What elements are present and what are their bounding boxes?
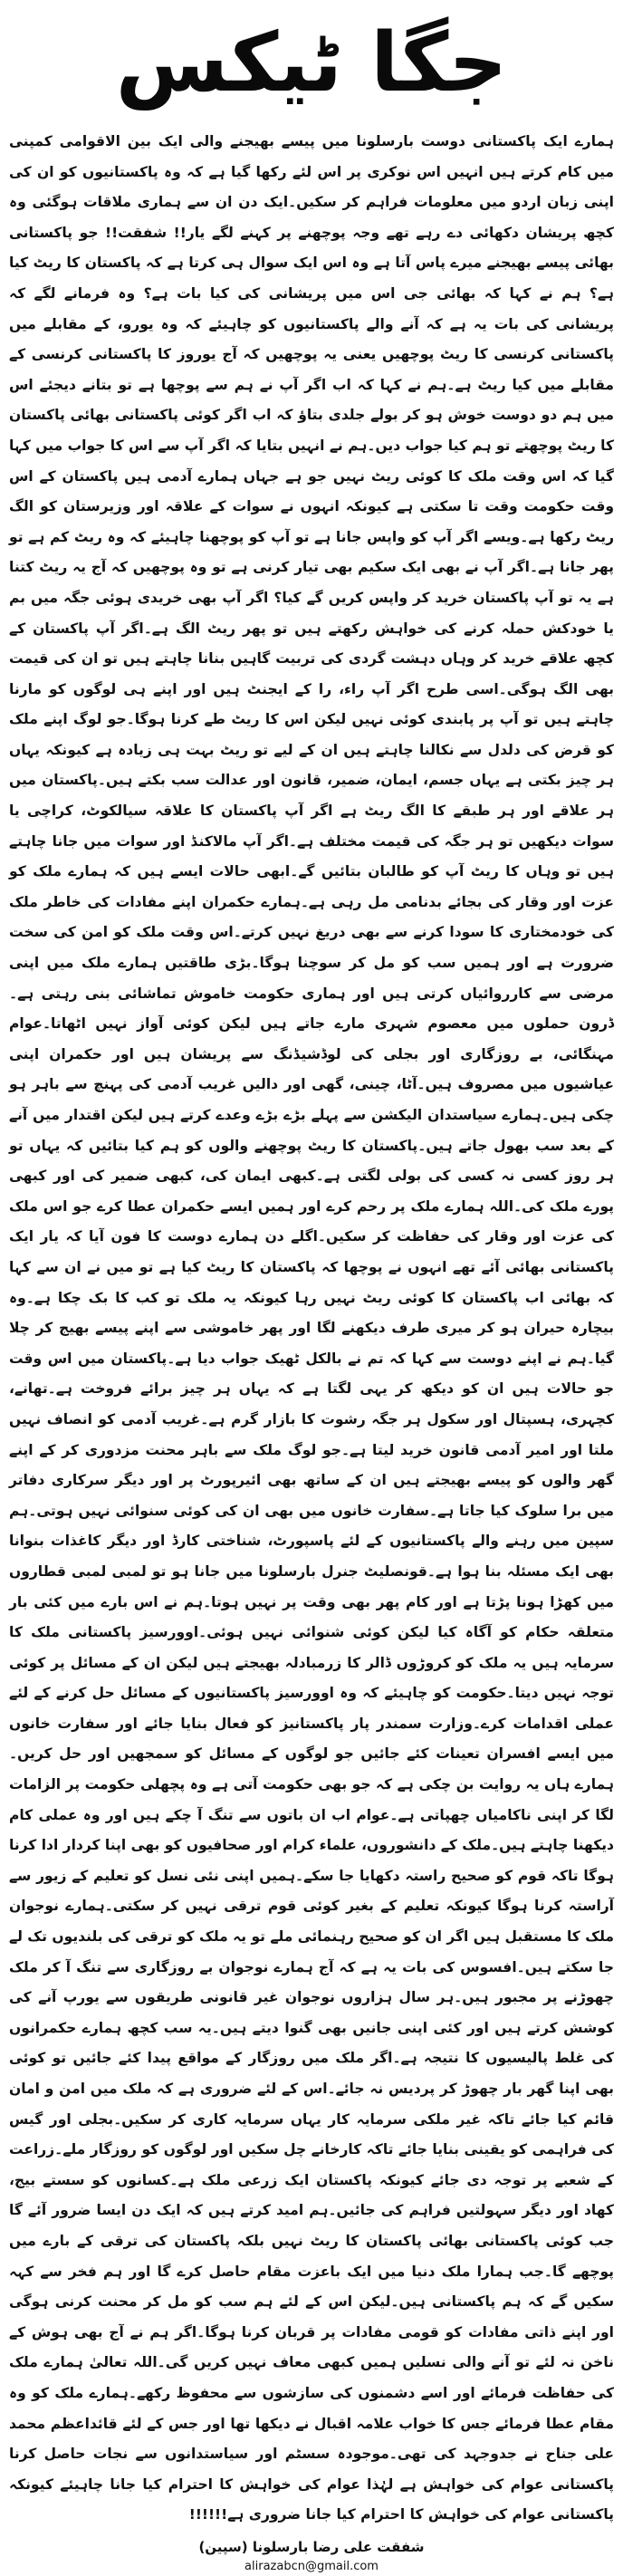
article-body: ہمارے ایک پاکستانی دوست بارسلونا میں پیسے بھیجنے والی ایک بین الاقوامی کمپنی میں کام کرتے ہیں انہیں اس نوکری پر اس لئے رکھا گیا ہے کہ وہ پاکستانیوں کو ان کی اپنی زبان اردو میں معلومات فراہم کر سکیں۔ایک دن ان سے ہماری ملاقات ہوگئی وہ کچھ پریشان دکھائی دے رہے تھے وجہ پوچھنے پر کہنے لگے یار!! شفقت!! جو پاکستانی بھائی پیسے بھیجنے میرے پاس آتا ہے وہ اس ایک سوال ہی کرتا ہے کہ پاکستان کا ریٹ کیا ہے؟ ہم نے کہا کہ بھائی جی اس میں پریشانی کی کیا بات ہے؟ وہ فرمانے لگے کہ پریشانی کی بات یہ ہے کہ آنے والے پاکستانیوں کو چاہیئے کہ وہ یورو، کے مقابلے میں پاکستانی کرنسی کا ریٹ پوچھیں یعنی یہ پوچھیں کہ آج یوروز کا پاکستانی کرنسی کے مقابلے میں کیا ریٹ ہے۔ہم نے کہا کہ اب اگر آپ نے ہم سے پوچھا ہے تو بتانے دیجئے اس میں ہم دو دوست خوش ہو کر بولے جلدی بتاؤ کہ اب اگر کوئی پاکستانی بھائی پاکستان کا ریٹ پوچھتے تو ہم کیا جواب دیں۔ہم نے انہیں بتایا کہ اگر آپ سے اس کا جواب میں کہا گیا کہ اس وقت ملک کا کوئی ریٹ نہیں جو ہے جہاں ہمارے آدمی ہیں پاکستان کے اس وقت حکومت وقت تا سکتی ہے کیونکہ انہوں نے سوات کے علاقہ اور وزیرستان کو الگ ریٹ رکھا ہے۔ویسے اگر آپ کو واپس جانا ہے تو آپ کو پوچھنا چاہیئے کہ وہ ریٹ کم ہے تو پھر جانا ہے۔اگر آپ نے بھی ایک سکیم بھی تیار کرنی ہے تو وہ پوچھیں کہ آج یہ ریٹ کتنا ہے یہ تو آپ پاکستان خرید کر واپس کریں گے کیا؟ اگر آپ بھی خریدی ہوئی جگہ میں بم یا خودکش حملہ کرنے کی خواہش رکھتے ہیں تو پھر ریٹ الگ ہے۔اگر آپ پاکستان کے کچھ علاقے خرید کر وہاں دہشت گردی کی تربیت گاہیں بنانا چاہتے ہیں تو ان کی قیمت بھی الگ ہوگی۔اسی طرح اگر آپ راء، را کے ایجنٹ ہیں اور اپنے ہی لوگوں کو مارنا چاہتے ہیں تو آپ پر پابندی کوئی نہیں لیکن اس کا ریٹ طے کرنا ہوگا۔جو لوگ اپنے ملک کو قرض کی دلدل سے نکالنا چاہتے ہیں ان کے لیے تو ریٹ بہت ہی زیادہ ہے کیونکہ یہاں ہر چیز بکتی ہے یہاں جسم، ایمان، ضمیر، قانون اور عدالت سب بکتے ہیں۔پاکستان میں ہر علاقے اور ہر طبقے کا الگ ریٹ ہے اگر آپ پاکستان کا علاقہ سیالکوٹ، کراچی یا سوات دیکھیں تو ہر جگہ کی قیمت مختلف ہے۔اگر آپ مالاکنڈ اور سوات میں جانا چاہتے ہیں تو وہاں کا ریٹ آپ کو طالبان بتائیں گے۔ابھی حالات ایسے ہیں کہ ہمارے ملک کو عزت اور وقار کی بجائے بدنامی مل رہی ہے۔ہمارے حکمران اپنے مفادات کی خاطر ملک کی خودمختاری کا سودا کرنے سے بھی دریغ نہیں کرتے۔اس وقت ملک کو امن کی سخت ضرورت ہے اور ہمیں سب کو مل کر سوچنا ہوگا۔بڑی طاقتیں ہمارے ملک میں اپنی مرضی سے کارروائیاں کرتی ہیں اور ہماری حکومت خاموش تماشائی بنی رہتی ہے۔ڈرون حملوں میں معصوم شہری مارے جاتے ہیں لیکن کوئی آواز نہیں اٹھاتا۔عوام مہنگائی، بے روزگاری اور بجلی کی لوڈشیڈنگ سے پریشان ہیں اور حکمران اپنی عیاشیوں میں مصروف ہیں۔آٹا، چینی، گھی اور دالیں غریب آدمی کی پہنچ سے باہر ہو چکی ہیں۔ہمارے سیاستدان الیکشن سے پہلے بڑے بڑے وعدے کرتے ہیں لیکن اقتدار میں آنے کے بعد سب بھول جاتے ہیں۔پاکستان کا ریٹ پوچھنے والوں کو ہم کیا بتائیں کہ یہاں تو ہر روز کسی نہ کسی کی بولی لگتی ہے۔کبھی ایمان کی، کبھی ضمیر کی اور کبھی پورے ملک کی۔اللہ ہمارے ملک پر رحم کرے اور ہمیں ایسے حکمران عطا کرے جو اس ملک کی عزت اور وقار کی حفاظت کر سکیں۔اگلے دن ہمارے دوست کا فون آیا کہ یار ایک پاکستانی بھائی آئے تھے انہوں نے پوچھا کہ پاکستان کا ریٹ کیا ہے تو میں نے ان سے کہا کہ بھائی اب پاکستان کا کوئی ریٹ نہیں رہا کیونکہ یہ ملک تو کب کا بک چکا ہے۔وہ بیچارہ حیران ہو کر میری طرف دیکھنے لگا اور پھر خاموشی سے اپنے پیسے بھیج کر چلا گیا۔ہم نے اپنے دوست سے کہا کہ تم نے بالکل ٹھیک جواب دیا ہے۔پاکستان میں اس وقت جو حالات ہیں ان کو دیکھ کر یہی لگتا ہے کہ یہاں ہر چیز برائے فروخت ہے۔تھانے، کچہری، ہسپتال اور سکول ہر جگہ رشوت کا بازار گرم ہے۔غریب آدمی کو انصاف نہیں ملتا اور امیر آدمی قانون خرید لیتا ہے۔جو لوگ ملک سے باہر محنت مزدوری کر کے اپنے گھر والوں کو پیسے بھیجتے ہیں ان کے ساتھ بھی ائیرپورٹ پر اور دیگر سرکاری دفاتر میں برا سلوک کیا جاتا ہے۔سفارت خانوں میں بھی ان کی کوئی سنوائی نہیں ہوتی۔ہم سپین میں رہنے والے پاکستانیوں کے لئے پاسپورٹ، شناختی کارڈ اور دیگر کاغذات بنوانا بھی ایک مسئلہ بنا ہوا ہے۔قونصلیٹ جنرل بارسلونا میں جانا ہو تو لمبی لمبی قطاروں میں کھڑا ہونا پڑتا ہے اور کام پھر بھی وقت پر نہیں ہوتا۔ہم نے اس بارے میں کئی بار متعلقہ حکام کو آگاہ کیا لیکن کوئی شنوائی نہیں ہوئی۔اوورسیز پاکستانی ملک کا سرمایہ ہیں یہ ملک کو کروڑوں ڈالر کا زرمبادلہ بھیجتے ہیں لیکن ان کے مسائل پر کوئی توجہ نہیں دیتا۔حکومت کو چاہیئے کہ وہ اوورسیز پاکستانیوں کے مسائل حل کرنے کے لئے عملی اقدامات کرے۔وزارت سمندر پار پاکستانیز کو فعال بنایا جائے اور سفارت خانوں میں ایسے افسران تعینات کئے جائیں جو لوگوں کے مسائل کو سمجھیں اور حل کریں۔ہمارے ہاں یہ روایت بن چکی ہے کہ جو بھی حکومت آتی ہے وہ پچھلی حکومت پر الزامات لگا کر اپنی ناکامیاں چھپاتی ہے۔عوام اب ان باتوں سے تنگ آ چکے ہیں اور وہ عملی کام دیکھنا چاہتے ہیں۔ملک کے دانشوروں، علماء کرام اور صحافیوں کو بھی اپنا کردار ادا کرنا ہوگا تاکہ قوم کو صحیح راستہ دکھایا جا سکے۔ہمیں اپنی نئی نسل کو تعلیم کے زیور سے آراستہ کرنا ہوگا کیونکہ تعلیم کے بغیر کوئی قوم ترقی نہیں کر سکتی۔ہمارے نوجوان ملک کا مستقبل ہیں اگر ان کو صحیح رہنمائی ملے تو یہ ملک کو ترقی کی بلندیوں تک لے جا سکتے ہیں۔افسوس کی بات یہ ہے کہ آج ہمارے نوجوان بے روزگاری سے تنگ آ کر ملک چھوڑنے پر مجبور ہیں۔ہر سال ہزاروں نوجوان غیر قانونی طریقوں سے یورپ آنے کی کوشش کرتے ہیں اور کئی اپنی جانیں بھی گنوا دیتے ہیں۔یہ سب کچھ ہمارے حکمرانوں کی غلط پالیسیوں کا نتیجہ ہے۔اگر ملک میں روزگار کے مواقع پیدا کئے جائیں تو کوئی بھی اپنا گھر بار چھوڑ کر پردیس نہ جائے۔اس کے لئے ضروری ہے کہ ملک میں امن و امان قائم کیا جائے تاکہ غیر ملکی سرمایہ کار یہاں سرمایہ کاری کر سکیں۔بجلی اور گیس کی فراہمی کو یقینی بنایا جائے تاکہ کارخانے چل سکیں اور لوگوں کو روزگار ملے۔زراعت کے شعبے پر توجہ دی جائے کیونکہ پاکستان ایک زرعی ملک ہے۔کسانوں کو سستے بیج، کھاد اور دیگر سہولتیں فراہم کی جائیں۔ہم امید کرتے ہیں کہ ایک دن ایسا ضرور آئے گا جب کوئی پاکستانی بھائی پاکستان کا ریٹ نہیں بلکہ پاکستان کی ترقی کے بارے میں پوچھے گا۔جب ہمارا ملک دنیا میں ایک باعزت مقام حاصل کرے گا اور ہم فخر سے کہہ سکیں گے کہ ہم پاکستانی ہیں۔لیکن اس کے لئے ہم سب کو مل کر محنت کرنی ہوگی اور اپنے ذاتی مفادات کو قومی مفادات پر قربان کرنا ہوگا۔اگر ہم نے آج بھی ہوش کے ناخن نہ لئے تو آنے والی نسلیں ہمیں کبھی معاف نہیں کریں گی۔اللہ تعالیٰ ہمارے ملک کی حفاظت فرمائے اور اسے دشمنوں کی سازشوں سے محفوظ رکھے۔ہمارے ملک کو وہ مقام عطا فرمائے جس کا خواب علامہ اقبال نے دیکھا تھا اور جس کے لئے قائداعظم محمد علی جناح نے جدوجہد کی تھی۔موجودہ سسٹم اور سیاستدانوں سے نجات حاصل کرنا پاکستانی عوام کی خواہش ہے لہٰذا عوام کی خواہش کا احترام کیا جانا چاہیئے کیونکہ پاکستانی عوام کی خواہش کا احترام کیا جانا ضروری ہے!!!!!!: [9, 133, 614, 2523]
headline-area: [7, 0, 616, 127]
author-signature: [7, 2536, 616, 2576]
author-email[interactable]: alirazabcn@gmail.com: [244, 2559, 379, 2573]
article-title: جگا ٹیکس: [115, 15, 508, 111]
author-name: شفقت علی رضا بارسلونا (سپین): [198, 2538, 425, 2555]
